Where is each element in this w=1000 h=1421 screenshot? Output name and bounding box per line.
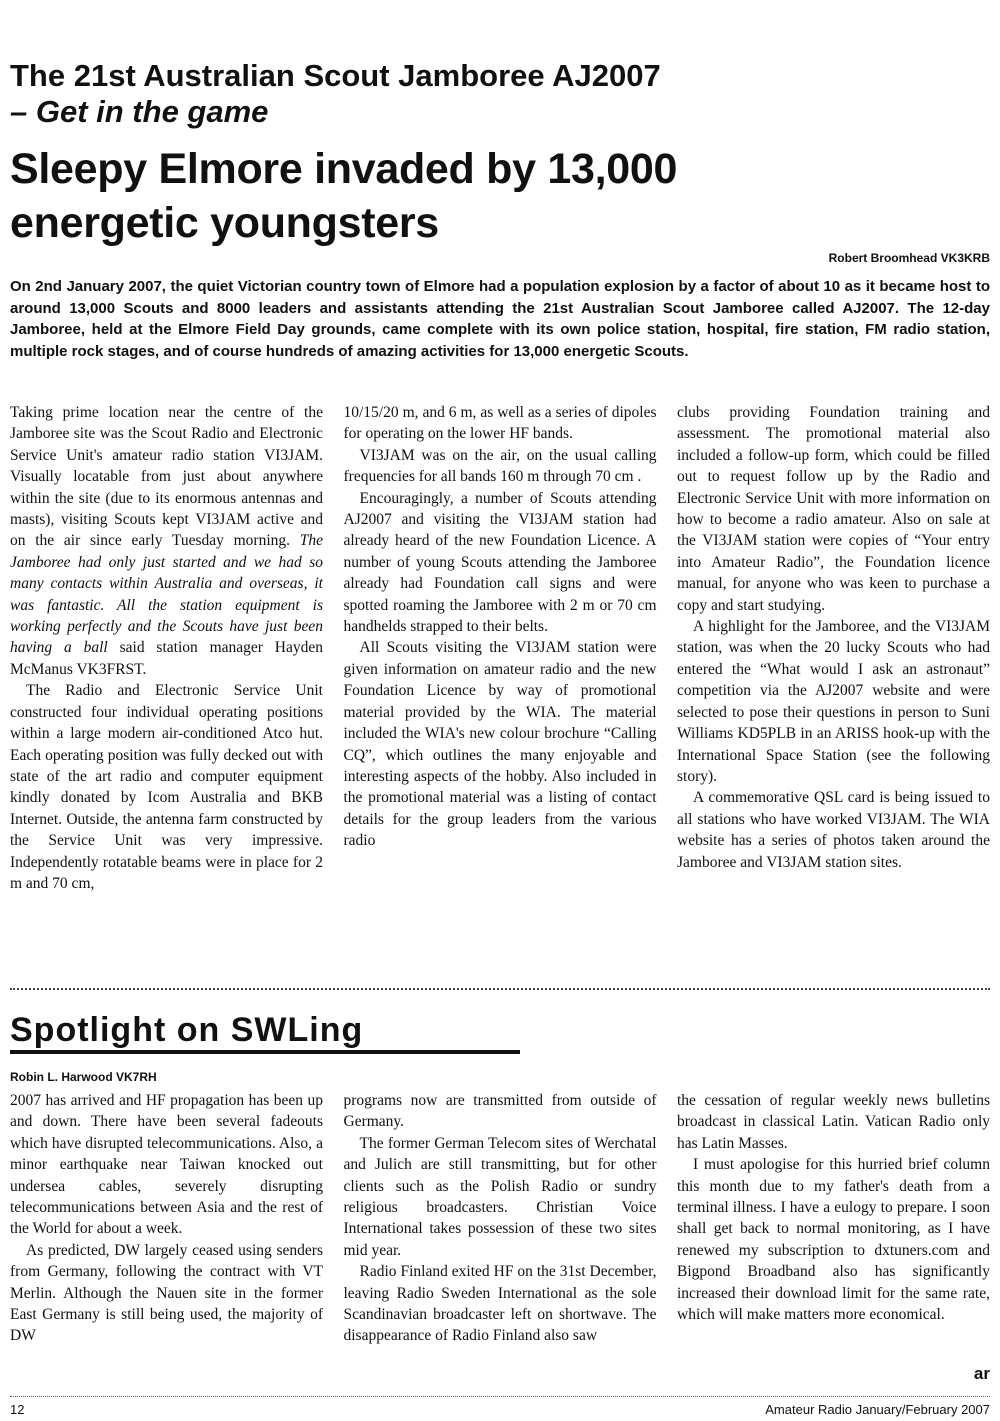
quote-text: The Jamboree had only just started and we had so many contacts within Australia and overseas, it was fantastic. All the station equipment is working perfectly and the Scouts have just been having a ball: [10, 532, 323, 657]
section-title: [10, 1010, 520, 1054]
headline-line-1: Sleepy Elmore invaded by 13,000: [10, 145, 678, 193]
section-column-3: [677, 1090, 990, 1370]
paragraph: programs now are transmitted from outside of Germany.: [343, 1092, 657, 1131]
page-number: 12: [10, 1402, 25, 1417]
article-column-3: [677, 402, 990, 964]
section-column-2: [344, 1090, 657, 1370]
section-column-1: [10, 1090, 323, 1370]
paragraph: The Radio and Electronic Service Unit constructed four individual operating positions within a large modern air-conditioned Atco hut. Each operating position was fully decked out with state of the art radio and computer equipment kindly donated by Icom Australia and BKB Internet. Outside, the antenna farm constructed by the Service Unit was very impressive. Independently rotatable beams were in place for 2 m and 70 cm,: [10, 682, 323, 892]
section-title-text: Spotlight on SWLing: [10, 1011, 364, 1049]
end-mark: ar: [973, 1364, 990, 1383]
section-byline: Robin L. Harwood VK7RH: [10, 1070, 157, 1084]
article-byline: Robert Broomhead VK3KRB: [828, 251, 990, 265]
paragraph: clubs providing Foundation training and assessment. The promotional material also included a follow-up form, which could be filled out to request follow up by the Radio and Electronic Service Unit with more information on how to become a radio amateur. Also on sale at the VI3JAM station were copies of “Your entry into Amateur Radio”, the Foundation licence manual, for anyone who was keen to purchase a copy and start studying.: [677, 404, 990, 614]
paragraph: Radio Finland exited HF on the 31st December, leaving Radio Sweden International as the sole Scandinavian broadcaster left on shortwave. The disappearance of Radio Finland also saw: [343, 1263, 657, 1345]
article-lead: On 2nd January 2007, the quiet Victorian country town of Elmore had a population explosion by a factor of about 10 as it became host to around 13,000 Scouts and 8000 leaders and assistants attending the 21st Australian Scout Jamboree called AJ2007. The 12-day Jamboree, held at the Elmore Field Day grounds, came complete with its own police station, hospital, fire station, FM radio station, multiple rock stages, and of course hundreds of amazing activities for 13,000 energetic Scouts.: [10, 278, 990, 360]
section-divider: [10, 988, 990, 990]
paragraph-text: said station manager Hayden McManus VK3FRST.: [10, 639, 323, 678]
paragraph: 2007 has arrived and HF propagation has been up and down. There have been several fadeouts which have disrupted telecommunications. Also, a minor earthquake near Taiwan knocked out undersea cables, severely disrupting telecommunications between Asia and the rest of the World for about a week.: [10, 1092, 323, 1238]
article-column-1: [10, 402, 323, 964]
paragraph: the cessation of regular weekly news bulletins broadcast in classical Latin. Vatican Radio only has Latin Masses.: [677, 1092, 990, 1152]
kicker-line-1: The 21st Australian Scout Jamboree AJ2007: [10, 58, 661, 93]
footer-divider: [10, 1396, 990, 1397]
section-columns: [10, 1090, 990, 1370]
paragraph: A highlight for the Jamboree, and the VI3JAM station, was when the 20 lucky Scouts who had entered the “What would I ask an astronaut” competition via the AJ2007 website and were selected to pose their questions in person to Suni Williams KD5PLB in an ARISS hook-up with the International Space Station (see the following story).: [677, 618, 990, 785]
paragraph: 10/15/20 m, and 6 m, as well as a series of dipoles for operating on the lower HF bands.: [343, 404, 657, 443]
kicker-line-2: – Get in the game: [10, 94, 269, 129]
article-column-2: [344, 402, 657, 964]
paragraph: A commemorative QSL card is being issued to all stations who have worked VI3JAM. The WIA website has a series of photos taken around the Jamboree and VI3JAM station sites.: [677, 789, 990, 871]
paragraph: The former German Telecom sites of Werchatal and Julich are still transmitting, but for other clients such as the Polish Radio or sundry religious broadcasters. Christian Voice International takes possession of these two sites mid year.: [343, 1134, 657, 1259]
paragraph: VI3JAM was on the air, on the usual calling frequencies for all bands 160 m through 70 cm .: [343, 446, 657, 486]
paragraph: Encouragingly, a number of Scouts attending AJ2007 and visiting the VI3JAM station had already heard of the new Foundation Licence. A number of young Scouts attending the Jamboree already had Foundation call signs and were spotted roaming the Jamboree with 2 m or 70 cm handhelds strapped to their belts.: [343, 489, 657, 636]
article-kicker: [10, 58, 990, 130]
paragraph-text: Taking prime location near the centre of the Jamboree site was the Scout Radio and Electronic Service Unit's amateur radio station VI3JAM. Visually locatable from just about anywhere within the site (due to its enormous antennas and masts), visiting Scouts kept VI3JAM active and on the air since early Tuesday morning.: [10, 404, 323, 550]
paragraph: [10, 402, 323, 680]
article-headline: [10, 142, 990, 250]
paragraph: As predicted, DW largely ceased using senders from Germany, following the contract with VT Merlin. Although the Nauen site in the former East Germany is still being used, the majority of DW: [10, 1241, 323, 1345]
paragraph: I must apologise for this hurried brief column this month due to my father's death from a terminal illness. I have a eulogy to prepare. I soon shall get back to normal monitoring, as I have renewed my subscription to dxtuners.com and Bigpond Broadband also has significantly increased their download limit for the same rate, which will make matters more economical.: [677, 1156, 990, 1324]
headline-line-2: energetic youngsters: [10, 199, 439, 247]
paragraph: All Scouts visiting the VI3JAM station were given information on amateur radio and the new Foundation Licence by way of promotional material provided by the WIA. The material included the WIA's new colour brochure “Calling CQ”, which outlines the many enjoyable and interesting aspects of the hobby. Also included in the promotional material was a listing of contact details for the group leaders from the various radio: [343, 639, 657, 850]
journal-title: Amateur Radio January/February 2007: [765, 1402, 990, 1417]
article-columns: [10, 402, 990, 964]
